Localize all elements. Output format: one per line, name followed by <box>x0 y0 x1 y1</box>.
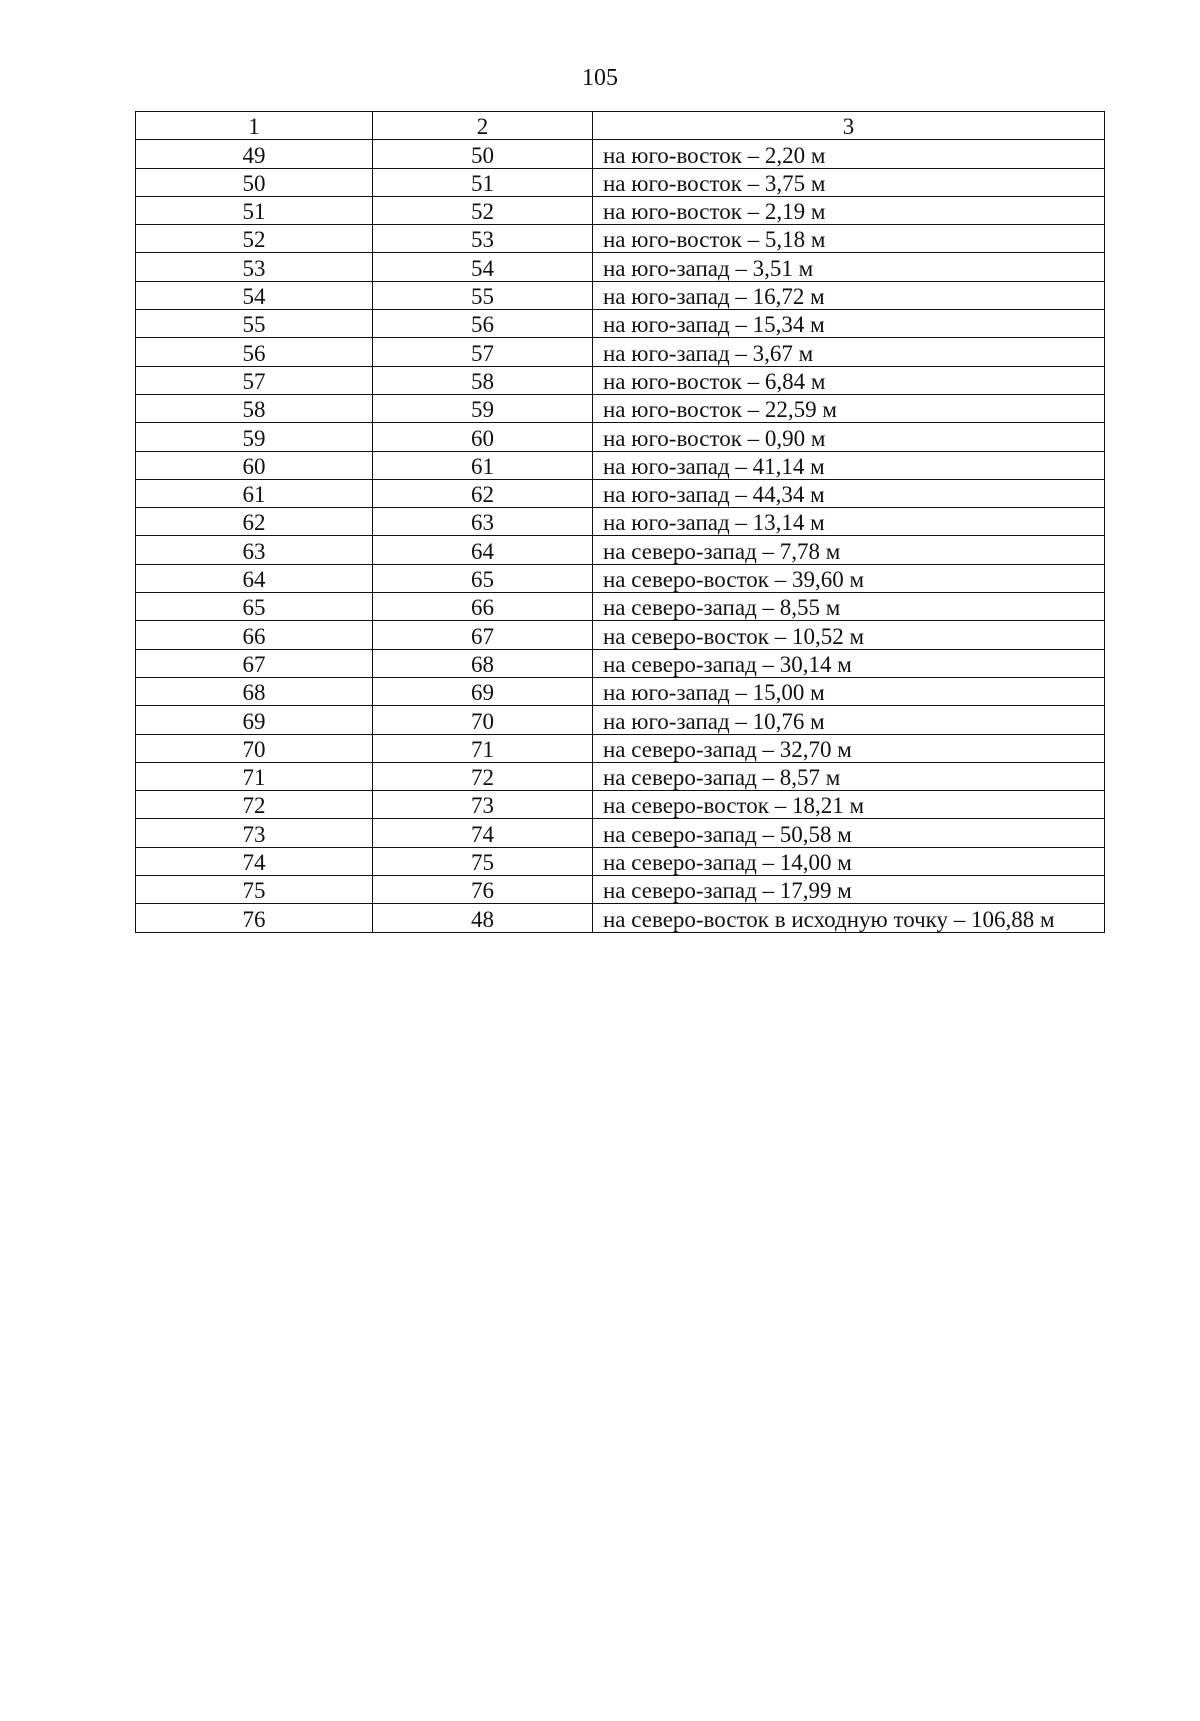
from-point-cell: 56 <box>136 338 373 366</box>
table-row <box>136 762 1105 790</box>
direction-distance-cell: на северо-запад – 30,14 м <box>593 649 1105 677</box>
direction-distance-cell: на юго-запад – 15,00 м <box>593 677 1105 705</box>
table-row <box>136 281 1105 309</box>
to-point-cell: 57 <box>373 338 593 366</box>
to-point-cell: 51 <box>373 168 593 196</box>
to-point-cell: 74 <box>373 819 593 847</box>
table-row <box>136 366 1105 394</box>
to-point-cell: 52 <box>373 196 593 224</box>
direction-distance-cell: на северо-восток – 18,21 м <box>593 791 1105 819</box>
direction-distance-cell: на юго-восток – 5,18 м <box>593 225 1105 253</box>
table-row <box>136 536 1105 564</box>
table-row <box>136 706 1105 734</box>
from-point-cell: 54 <box>136 281 373 309</box>
table-row <box>136 677 1105 705</box>
to-point-cell: 68 <box>373 649 593 677</box>
direction-distance-cell: на северо-запад – 8,57 м <box>593 762 1105 790</box>
to-point-cell: 75 <box>373 847 593 875</box>
from-point-cell: 61 <box>136 479 373 507</box>
to-point-cell: 76 <box>373 876 593 904</box>
direction-distance-cell: на северо-запад – 50,58 м <box>593 819 1105 847</box>
table-row <box>136 649 1105 677</box>
direction-distance-cell: на юго-запад – 13,14 м <box>593 508 1105 536</box>
direction-distance-cell: на северо-запад – 14,00 м <box>593 847 1105 875</box>
direction-distance-cell: на юго-запад – 16,72 м <box>593 281 1105 309</box>
from-point-cell: 72 <box>136 791 373 819</box>
direction-distance-cell: на северо-запад – 17,99 м <box>593 876 1105 904</box>
to-point-cell: 58 <box>373 366 593 394</box>
header-cell-1: 1 <box>136 112 373 140</box>
from-point-cell: 75 <box>136 876 373 904</box>
table-row <box>136 479 1105 507</box>
from-point-cell: 51 <box>136 196 373 224</box>
direction-distance-cell: на юго-запад – 41,14 м <box>593 451 1105 479</box>
from-point-cell: 62 <box>136 508 373 536</box>
table-row <box>136 819 1105 847</box>
from-point-cell: 52 <box>136 225 373 253</box>
to-point-cell: 54 <box>373 253 593 281</box>
table-row <box>136 225 1105 253</box>
to-point-cell: 50 <box>373 140 593 168</box>
to-point-cell: 71 <box>373 734 593 762</box>
direction-distance-cell: на северо-запад – 7,78 м <box>593 536 1105 564</box>
to-point-cell: 64 <box>373 536 593 564</box>
direction-distance-cell: на северо-запад – 8,55 м <box>593 593 1105 621</box>
to-point-cell: 67 <box>373 621 593 649</box>
direction-distance-cell: на юго-восток – 6,84 м <box>593 366 1105 394</box>
table-row <box>136 310 1105 338</box>
table-row <box>136 621 1105 649</box>
to-point-cell: 53 <box>373 225 593 253</box>
from-point-cell: 53 <box>136 253 373 281</box>
table-row <box>136 593 1105 621</box>
to-point-cell: 60 <box>373 423 593 451</box>
table-row <box>136 253 1105 281</box>
table-row <box>136 508 1105 536</box>
from-point-cell: 74 <box>136 847 373 875</box>
from-point-cell: 49 <box>136 140 373 168</box>
table-row <box>136 394 1105 422</box>
page-number: 105 <box>582 65 618 91</box>
from-point-cell: 68 <box>136 677 373 705</box>
from-point-cell: 71 <box>136 762 373 790</box>
from-point-cell: 64 <box>136 564 373 592</box>
direction-distance-cell: на северо-восток – 10,52 м <box>593 621 1105 649</box>
to-point-cell: 56 <box>373 310 593 338</box>
from-point-cell: 55 <box>136 310 373 338</box>
header-cell-2: 2 <box>373 112 593 140</box>
direction-distance-cell: на юго-восток – 22,59 м <box>593 394 1105 422</box>
direction-distance-cell: на юго-запад – 3,51 м <box>593 253 1105 281</box>
to-point-cell: 72 <box>373 762 593 790</box>
direction-distance-cell: на юго-восток – 3,75 м <box>593 168 1105 196</box>
table-row <box>136 876 1105 904</box>
table-row <box>136 734 1105 762</box>
to-point-cell: 63 <box>373 508 593 536</box>
to-point-cell: 62 <box>373 479 593 507</box>
table-row <box>136 140 1105 168</box>
from-point-cell: 66 <box>136 621 373 649</box>
to-point-cell: 48 <box>373 904 593 932</box>
to-point-cell: 55 <box>373 281 593 309</box>
to-point-cell: 61 <box>373 451 593 479</box>
from-point-cell: 58 <box>136 394 373 422</box>
from-point-cell: 69 <box>136 706 373 734</box>
direction-distance-cell: на юго-восток – 2,19 м <box>593 196 1105 224</box>
from-point-cell: 70 <box>136 734 373 762</box>
from-point-cell: 50 <box>136 168 373 196</box>
table-row <box>136 196 1105 224</box>
header-cell-3: 3 <box>593 112 1105 140</box>
direction-distance-cell: на юго-запад – 44,34 м <box>593 479 1105 507</box>
from-point-cell: 76 <box>136 904 373 932</box>
table-row <box>136 168 1105 196</box>
direction-distance-cell: на юго-восток – 0,90 м <box>593 423 1105 451</box>
to-point-cell: 69 <box>373 677 593 705</box>
boundary-table <box>135 111 1105 933</box>
table-row <box>136 791 1105 819</box>
direction-distance-cell: на юго-восток – 2,20 м <box>593 140 1105 168</box>
table-row <box>136 904 1105 932</box>
to-point-cell: 65 <box>373 564 593 592</box>
from-point-cell: 57 <box>136 366 373 394</box>
direction-distance-cell: на юго-запад – 10,76 м <box>593 706 1105 734</box>
from-point-cell: 65 <box>136 593 373 621</box>
direction-distance-cell: на северо-запад – 32,70 м <box>593 734 1105 762</box>
to-point-cell: 70 <box>373 706 593 734</box>
table-row <box>136 564 1105 592</box>
to-point-cell: 73 <box>373 791 593 819</box>
to-point-cell: 59 <box>373 394 593 422</box>
from-point-cell: 63 <box>136 536 373 564</box>
table-row <box>136 338 1105 366</box>
direction-distance-cell: на юго-запад – 15,34 м <box>593 310 1105 338</box>
table-body <box>136 112 1105 933</box>
to-point-cell: 66 <box>373 593 593 621</box>
from-point-cell: 60 <box>136 451 373 479</box>
table-row <box>136 451 1105 479</box>
from-point-cell: 73 <box>136 819 373 847</box>
table-row <box>136 847 1105 875</box>
table-row <box>136 423 1105 451</box>
table-header-row <box>136 112 1105 140</box>
direction-distance-cell: на северо-восток в исходную точку – 106,88 м <box>593 904 1105 932</box>
from-point-cell: 67 <box>136 649 373 677</box>
direction-distance-cell: на юго-запад – 3,67 м <box>593 338 1105 366</box>
direction-distance-cell: на северо-восток – 39,60 м <box>593 564 1105 592</box>
from-point-cell: 59 <box>136 423 373 451</box>
